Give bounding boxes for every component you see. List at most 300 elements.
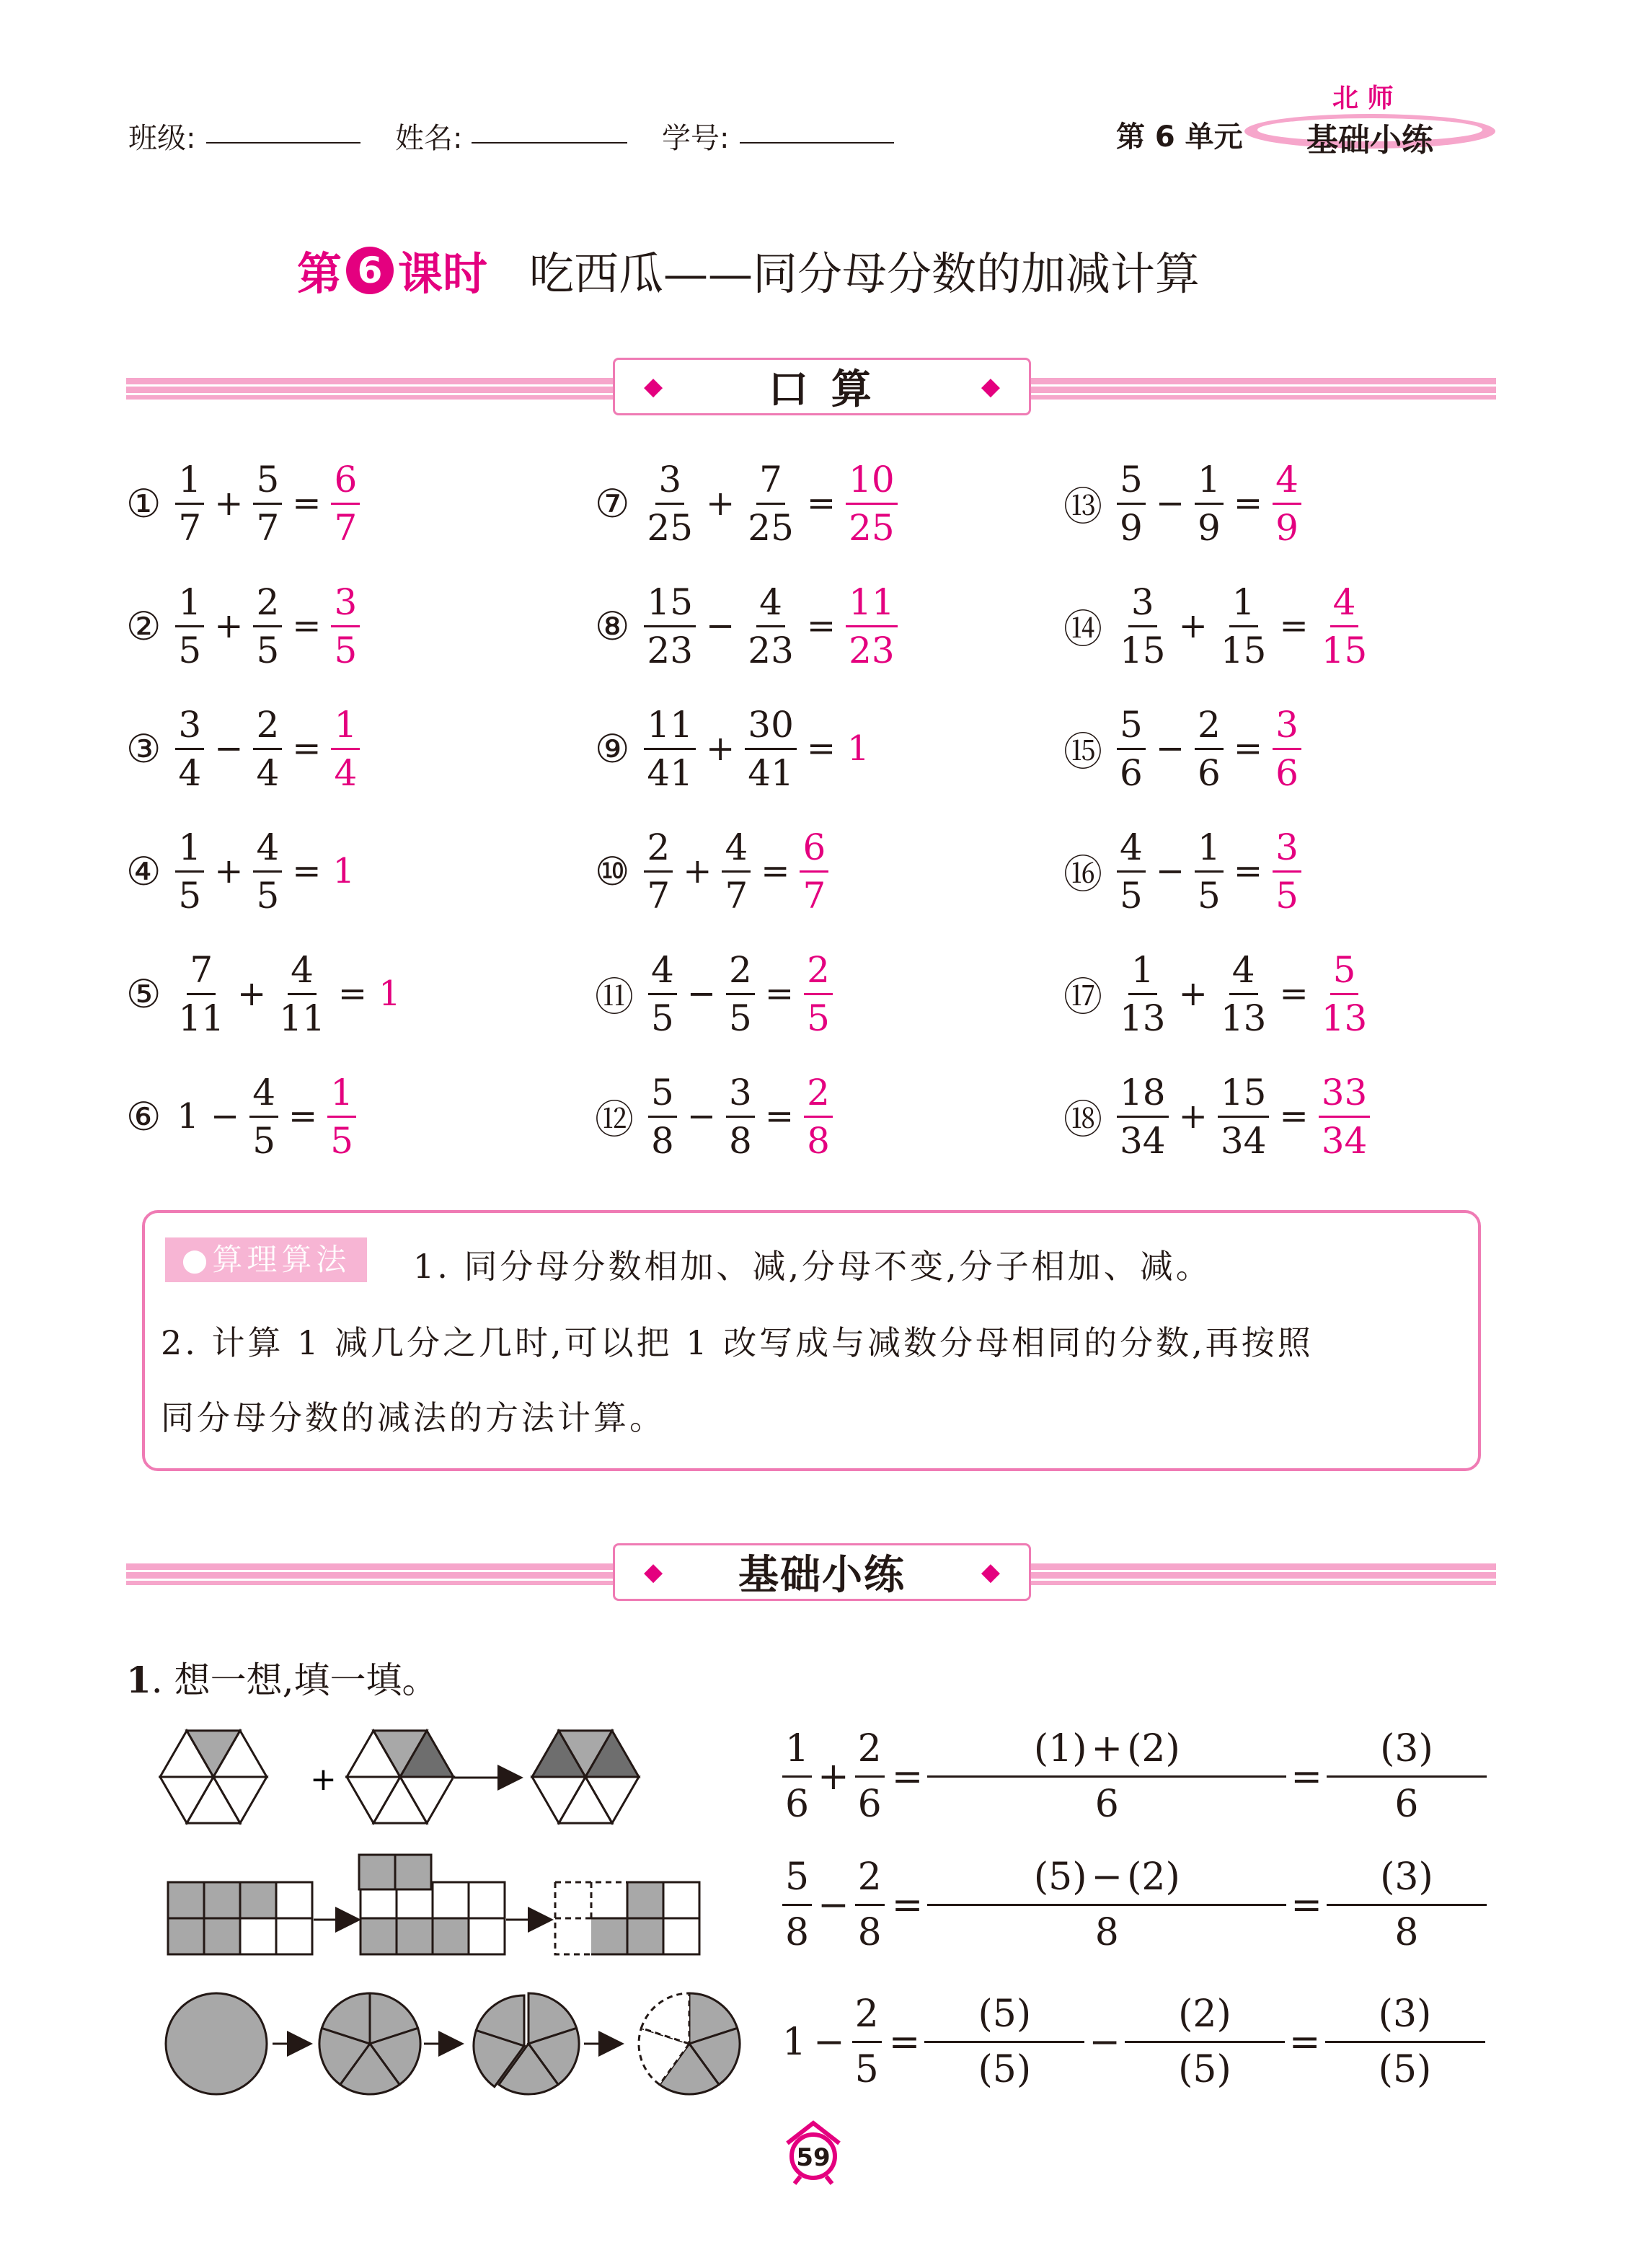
blank-answer[interactable]: 2: [1141, 1727, 1166, 1770]
oral-problem: [126, 943, 407, 1044]
lesson-suffix: 课时: [398, 247, 488, 300]
fraction-denominator: 25: [647, 506, 694, 549]
fraction-numerator: 4: [756, 579, 785, 627]
fraction-denominator: 5: [256, 629, 280, 671]
fraction-denominator: 41: [748, 751, 794, 794]
fraction-numerator: 5: [782, 1850, 812, 1906]
fraction-denominator: 9: [1198, 506, 1221, 549]
fraction-numerator: 1: [175, 456, 204, 505]
fraction-denominator: 5: [1275, 874, 1299, 917]
operator: +: [237, 974, 267, 1014]
fraction: [745, 579, 797, 674]
section-title-oral: 口 算: [768, 366, 876, 413]
fraction-numerator: 15: [644, 579, 696, 627]
equals-sign: =: [891, 1755, 924, 1799]
operator: +: [1178, 974, 1208, 1014]
fraction: [253, 702, 282, 796]
oral-problem: [1063, 943, 1374, 1044]
fraction-denominator: 6: [1394, 1783, 1419, 1826]
fraction-denominator: 8: [807, 1119, 830, 1162]
fraction-denominator: 7: [334, 506, 358, 549]
fraction: [175, 456, 204, 551]
rectangle-diagram: [166, 1853, 757, 1962]
fraction: [1218, 1069, 1270, 1164]
oral-problem: [1063, 453, 1306, 554]
operator: −: [1091, 1856, 1123, 1899]
equals-sign: =: [1233, 483, 1263, 524]
fraction-numerator: 1: [782, 1722, 812, 1778]
fraction-denominator: 15: [1220, 629, 1267, 671]
fraction: [648, 1069, 677, 1164]
fraction: [1195, 702, 1224, 796]
equals-sign: =: [1233, 851, 1263, 891]
answer-fraction[interactable]: [804, 1069, 833, 1164]
blank-answer[interactable]: 2: [1141, 1856, 1166, 1899]
fraction-denominator: 5: [1120, 874, 1143, 917]
blank-answer[interactable]: 5: [1193, 2048, 1217, 2091]
operator: +: [706, 728, 735, 769]
fraction: [726, 1069, 755, 1164]
exercise-1-number: 1: [126, 1659, 151, 1701]
fraction-denominator: 6: [1094, 1783, 1119, 1826]
answer-fraction[interactable]: [1273, 702, 1301, 796]
fraction-numerator: 1: [331, 702, 360, 750]
blank-answer[interactable]: 5: [1392, 2048, 1417, 2091]
circle-three-fifths: [639, 1993, 740, 2094]
equals-sign: =: [292, 728, 322, 769]
oral-problem: [595, 698, 875, 799]
fraction-numerator: 5: [648, 1069, 677, 1118]
answer-fraction[interactable]: [846, 456, 898, 551]
equals-sign: =: [288, 1096, 318, 1137]
fraction-numerator: 6: [331, 456, 360, 505]
fraction-numerator: 5: [1117, 456, 1146, 505]
fraction-denominator: 5: [178, 874, 202, 917]
name-blank[interactable]: [472, 141, 627, 144]
answer-fraction[interactable]: [800, 824, 828, 919]
blank-answer[interactable]: 5: [992, 1993, 1017, 2036]
fraction-denominator: 5: [330, 1119, 354, 1162]
equals-sign: =: [1279, 1096, 1309, 1137]
fraction-denominator: 4: [256, 751, 280, 794]
problem-index: ②: [126, 603, 162, 649]
fraction-denominator: 8: [1094, 1911, 1119, 1954]
fraction: [249, 1069, 278, 1164]
fraction: [1218, 579, 1270, 674]
fraction: [644, 824, 673, 919]
oral-problem: [1063, 821, 1306, 922]
name-label: 姓名:: [395, 122, 463, 155]
fraction: [745, 702, 797, 796]
fraction: [253, 579, 282, 674]
fraction-numerator: 1: [1195, 824, 1224, 873]
problem-index: ③: [126, 725, 162, 772]
fraction-denominator: 13: [1321, 997, 1368, 1039]
lesson-number-badge: 6: [346, 247, 394, 294]
fraction-numerator: 1: [1229, 579, 1258, 627]
problem-index: ⑦: [595, 480, 630, 526]
fraction: [1117, 1069, 1169, 1164]
fraction: [722, 824, 751, 919]
equals-sign: =: [1291, 1755, 1322, 1799]
tips-tag: ●算理算法: [165, 1237, 367, 1282]
problem-index: ⑫: [595, 1096, 634, 1142]
fraction-denominator: 5: [334, 629, 358, 671]
equals-sign: =: [806, 483, 836, 524]
answer-fraction[interactable]: [1319, 579, 1371, 674]
oral-problem: [595, 575, 902, 676]
blank-answer[interactable]: 2: [1193, 1993, 1217, 2036]
hexagon-3-sixths: [532, 1731, 639, 1823]
fraction-numerator: 2: [644, 824, 673, 873]
problem-index: ⑨: [595, 725, 630, 772]
answer-fraction[interactable]: [331, 456, 360, 551]
fraction-numerator: 6: [800, 824, 828, 873]
equals-sign: =: [1288, 2020, 1321, 2064]
fraction: [276, 947, 328, 1041]
rect-5-eighths: [168, 1882, 312, 1954]
blank-answer[interactable]: 5: [992, 2048, 1017, 2091]
fraction-numerator: 2: [253, 579, 282, 627]
operator: +: [1178, 1096, 1208, 1137]
fraction-denominator: 41: [647, 751, 694, 794]
equals-sign: =: [1233, 728, 1263, 769]
blank-answer[interactable]: 5: [1048, 1856, 1073, 1899]
fraction: [1117, 456, 1146, 551]
operator: +: [214, 851, 244, 891]
whole-one: 1: [782, 2020, 807, 2064]
problem-index: ⑧: [595, 603, 630, 649]
problem-index: ⑪: [595, 974, 634, 1020]
operator: +: [818, 1755, 849, 1799]
fraction-denominator: 6: [1120, 751, 1143, 794]
hexagon-2-sixths: [347, 1731, 454, 1823]
fraction: [1117, 947, 1169, 1041]
fraction-numerator: 3: [175, 702, 204, 750]
fraction-numerator: 3: [1273, 824, 1301, 873]
problem-index: ⑥: [126, 1093, 162, 1139]
operator: +: [214, 483, 244, 524]
diamond-icon: ◆: [981, 1558, 1000, 1587]
answer-fraction[interactable]: [331, 702, 360, 796]
fraction: [1117, 702, 1146, 796]
fraction-denominator: 5: [807, 997, 830, 1039]
fraction-numerator: 3: [655, 456, 684, 505]
tips-box: [142, 1210, 1481, 1471]
fraction-numerator: 1: [175, 579, 204, 627]
fraction-numerator: 2: [804, 947, 833, 995]
fraction-denominator: 7: [178, 506, 202, 549]
equals-sign: =: [806, 728, 836, 769]
operator: −: [214, 728, 244, 769]
problem-index: ④: [126, 848, 162, 894]
fraction-denominator: 8: [857, 1911, 882, 1954]
fraction-denominator: 23: [849, 629, 895, 671]
fraction-denominator: 5: [651, 997, 674, 1039]
equals-sign: =: [806, 606, 836, 646]
fraction-numerator: 2: [726, 947, 755, 995]
fraction: [1218, 947, 1270, 1041]
oral-problem: [595, 453, 902, 554]
fraction-denominator: 23: [748, 629, 794, 671]
fraction: [644, 456, 696, 551]
fraction-denominator: 25: [849, 506, 895, 549]
fraction-numerator: 4: [253, 824, 282, 873]
operator: −: [1089, 2020, 1120, 2064]
fraction-numerator: 4: [288, 947, 317, 995]
fraction: [175, 579, 204, 674]
exercise-1-title: [126, 1651, 438, 1703]
fraction-denominator: 34: [1220, 1119, 1267, 1162]
fraction-denominator: 11: [279, 997, 325, 1039]
fraction-numerator: 4: [722, 824, 751, 873]
unit-label: 第 6 单元: [1116, 120, 1243, 154]
fill-equation-3: 1 − $\frac{2}{5}$ = ( 5 ) ( 5 ) − ( 2 ) ( 5 ) = ( 3 ) ( 5 ): [782, 1987, 1482, 2096]
fraction-denominator: 34: [1321, 1119, 1368, 1162]
fraction-denominator: 15: [1321, 629, 1368, 671]
circle-diagram: [164, 1985, 756, 2100]
problem-index: ⑰: [1063, 974, 1102, 1020]
fraction-numerator: 1: [1195, 456, 1224, 505]
diamond-icon: ◆: [644, 1558, 663, 1587]
problem-index: ⑮: [1063, 728, 1102, 775]
blank-answer[interactable]: 3: [1392, 1993, 1417, 2036]
equals-sign: =: [764, 974, 795, 1014]
fraction-denominator: 4: [334, 751, 358, 794]
fraction-numerator: 3: [1128, 579, 1157, 627]
fraction: [175, 947, 227, 1041]
fraction-numerator: 4: [1229, 947, 1258, 995]
brand-main: 基础小练: [1306, 122, 1433, 159]
problem-index: ⑤: [126, 971, 162, 1017]
oral-problem: [126, 821, 360, 922]
oral-problem: [1063, 698, 1306, 799]
student-id-blank[interactable]: [740, 141, 894, 144]
answer-fraction[interactable]: [804, 947, 833, 1041]
fraction-numerator: 2: [804, 1069, 833, 1118]
answer-value[interactable]: 1: [332, 851, 355, 891]
exercise-1-text: . 想一想,填一填。: [151, 1659, 438, 1701]
answer-fraction[interactable]: [1273, 456, 1301, 551]
problem-index: ⑩: [595, 848, 630, 894]
operator: +: [1091, 1727, 1123, 1770]
fraction-numerator: 4: [1330, 579, 1359, 627]
fraction-numerator: 4: [1273, 456, 1301, 505]
operator: −: [1155, 728, 1185, 769]
equals-sign: =: [764, 1096, 795, 1137]
fraction: [726, 947, 755, 1041]
answer-fraction[interactable]: [1319, 1069, 1371, 1164]
problem-index: ⑭: [1063, 606, 1102, 652]
fraction: [644, 579, 696, 674]
page-number-badge: [780, 2119, 846, 2185]
operator: −: [813, 2020, 845, 2064]
fraction-denominator: 11: [178, 997, 225, 1039]
fraction-denominator: 5: [256, 874, 280, 917]
fraction-denominator: 5: [178, 629, 202, 671]
equals-sign: =: [891, 1883, 924, 1927]
diamond-icon: ◆: [644, 372, 663, 401]
fraction-numerator: 2: [1195, 702, 1224, 750]
page-number: 59: [796, 2143, 831, 2172]
fraction-numerator: 7: [187, 947, 216, 995]
fraction-denominator: 8: [1394, 1911, 1419, 1954]
fraction-numerator: 7: [756, 456, 785, 505]
equals-sign: =: [1279, 974, 1309, 1014]
tips-line-3: 同分母分数的减法的方法计算。: [161, 1398, 665, 1437]
fill-equation-2: $\frac{5}{8}$ − $\frac{2}{8}$ = ( 5 ) − ( 2 ) 8 = ( 3 ) 8: [782, 1850, 1484, 1959]
fraction-denominator: 5: [729, 997, 752, 1039]
fraction-numerator: 33: [1319, 1069, 1371, 1118]
answer-value[interactable]: 1: [379, 974, 401, 1014]
oral-problem: [126, 575, 364, 676]
operator: −: [706, 606, 735, 646]
rect-3-eighths-result: [555, 1882, 699, 1954]
operator: −: [210, 1096, 240, 1137]
fraction: [175, 702, 204, 796]
fraction-denominator: 4: [178, 751, 202, 794]
whole-number: 1: [177, 1096, 199, 1137]
oral-problem: [595, 1066, 837, 1167]
fraction-denominator: 15: [1120, 629, 1166, 671]
fraction-numerator: 5: [253, 456, 282, 505]
fraction-numerator: 4: [1117, 824, 1146, 873]
operator: −: [818, 1883, 849, 1927]
oral-problem: [126, 453, 364, 554]
class-blank[interactable]: [206, 141, 360, 144]
fraction-denominator: 25: [748, 506, 794, 549]
fraction-denominator: 6: [785, 1783, 810, 1826]
section-title-basic: 基础小练: [738, 1552, 906, 1599]
fraction: [745, 456, 797, 551]
answer-fraction[interactable]: [846, 579, 898, 674]
oral-problem: [126, 1066, 360, 1167]
brand-top: 北 师: [1332, 84, 1394, 113]
problem-index: ⑯: [1063, 851, 1102, 897]
fraction-numerator: 2: [852, 1987, 882, 2043]
fraction-denominator: 13: [1220, 997, 1267, 1039]
equals-sign: =: [292, 851, 322, 891]
class-label: 班级:: [128, 122, 196, 155]
blank-answer[interactable]: 3: [1394, 1727, 1419, 1770]
circle-whole: [166, 1993, 267, 2094]
problem-index: ①: [126, 480, 162, 526]
oral-problem: [595, 943, 837, 1044]
operator: −: [1155, 851, 1185, 891]
fraction: [648, 947, 677, 1041]
fraction-numerator: 18: [1117, 1069, 1169, 1118]
fraction: [253, 456, 282, 551]
fraction-numerator: 4: [648, 947, 677, 995]
fraction-numerator: 11: [846, 579, 898, 627]
fraction-denominator: 9: [1275, 506, 1299, 549]
equals-sign: =: [337, 974, 368, 1014]
fraction-numerator: 2: [253, 702, 282, 750]
fraction: [1195, 824, 1224, 919]
problem-index: ⑬: [1063, 483, 1102, 529]
tips-line-2: 2. 计算 1 减几分之几时,可以把 1 改写成与减数分母相同的分数,再按照: [161, 1323, 1314, 1362]
fraction-denominator: 7: [802, 874, 826, 917]
fraction-denominator: 23: [647, 629, 694, 671]
operator: +: [214, 606, 244, 646]
tips-line-1: 1. 同分母分数相加、减,分母不变,分子相加、减。: [413, 1247, 1212, 1286]
equals-sign: =: [888, 2020, 921, 2064]
fraction-denominator: 7: [725, 874, 748, 917]
blank-answer[interactable]: 3: [1394, 1856, 1419, 1899]
fraction-numerator: 1: [327, 1069, 356, 1118]
answer-fraction[interactable]: [1319, 947, 1371, 1041]
equals-sign: =: [1279, 606, 1309, 646]
fraction-numerator: 3: [726, 1069, 755, 1118]
fraction-numerator: 11: [644, 702, 696, 750]
answer-value[interactable]: 1: [847, 728, 870, 769]
fraction-denominator: 5: [252, 1119, 275, 1162]
fraction-denominator: 6: [1275, 751, 1299, 794]
circle-five-fifths: [319, 1993, 420, 2094]
lesson-topic: 吃西瓜——同分母分数的加减计算: [529, 247, 1200, 300]
oral-problem: [1063, 575, 1374, 676]
fraction-denominator: 5: [854, 2048, 879, 2091]
fraction: [253, 824, 282, 919]
fraction: [175, 824, 204, 919]
fraction-numerator: 1: [175, 824, 204, 873]
equals-sign: =: [292, 483, 322, 524]
fraction-denominator: 13: [1120, 997, 1166, 1039]
blank-answer[interactable]: 1: [1048, 1727, 1073, 1770]
operator: −: [686, 974, 717, 1014]
fraction-denominator: 9: [1120, 506, 1143, 549]
fraction-denominator: 8: [651, 1119, 674, 1162]
fraction-numerator: 3: [1273, 702, 1301, 750]
answer-fraction[interactable]: [327, 1069, 356, 1164]
lesson-title: [297, 238, 1200, 302]
fraction: [1117, 579, 1169, 674]
fraction-denominator: 7: [256, 506, 280, 549]
fraction-numerator: 2: [855, 1722, 885, 1778]
fraction-denominator: 6: [1198, 751, 1221, 794]
equals-sign: =: [761, 851, 790, 891]
fill-equation-1: $\frac{1}{6}$ + $\frac{2}{6}$ = ( 1 ) + ( 2 ) 6 = ( 3 ) 6: [782, 1722, 1484, 1831]
operator: −: [1155, 483, 1185, 524]
oral-problem: [126, 698, 364, 799]
operator: +: [683, 851, 712, 891]
fraction-denominator: 8: [729, 1119, 752, 1162]
answer-fraction[interactable]: [1273, 824, 1301, 919]
fraction-denominator: 7: [647, 874, 671, 917]
operator: −: [686, 1096, 717, 1137]
fraction-numerator: 5: [1330, 947, 1359, 995]
fraction-numerator: 5: [1117, 702, 1146, 750]
circle-cutting: [474, 1993, 579, 2094]
fraction: [644, 702, 696, 796]
oral-problem: [595, 821, 833, 922]
fraction: [1117, 824, 1146, 919]
problem-index: ⑱: [1063, 1096, 1102, 1142]
hexagon-1-sixth: [160, 1731, 267, 1823]
fraction-denominator: 6: [857, 1783, 882, 1826]
fraction-numerator: 4: [249, 1069, 278, 1118]
brand-logo: [1242, 110, 1498, 159]
fraction-numerator: 30: [745, 702, 797, 750]
fraction-numerator: 3: [331, 579, 360, 627]
fraction-numerator: 2: [855, 1850, 885, 1906]
operator: +: [706, 483, 735, 524]
plus-sign: +: [310, 1761, 337, 1798]
section-header-basic: [613, 1543, 1031, 1601]
student-id-label: 学号:: [662, 122, 730, 155]
section-header-oral: [613, 358, 1031, 415]
answer-fraction[interactable]: [331, 579, 360, 674]
